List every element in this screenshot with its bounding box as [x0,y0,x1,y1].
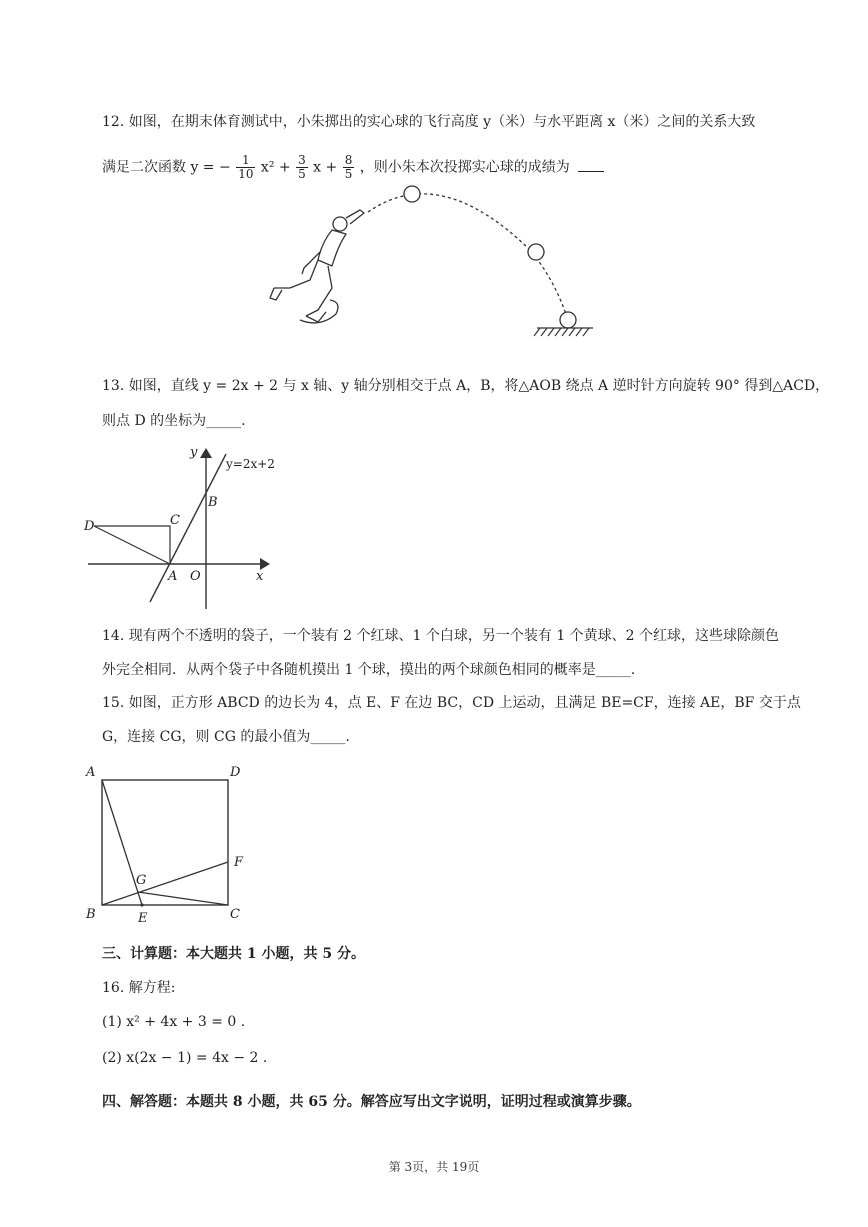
ground-hatch [534,328,593,336]
section-4-heading: 四、解答题：本题共 8 小题，共 65 分。解答应写出文字说明，证明过程或演算步骤。 [102,1094,641,1110]
q13-line1: 13. 如图，直线 y = 2x + 2 与 x 轴、y 轴分别相交于点 A，B，将△AOB 绕点 A 逆时针方向旋转 90° 得到△ACD， [102,378,830,394]
q12-line1: 12. 如图，在期末体育测试中，小朱掷出的实心球的飞行高度 y（米）与水平距离 x（米）之间的关系大致 [102,114,756,130]
q12-fraction-3 [343,154,355,181]
q12-frac1-den: 10 [238,167,254,181]
q12-frac1-num: 1 [236,154,255,168]
label-B: B [208,495,218,510]
q12-fraction-2 [296,154,308,181]
ball-middle [528,244,544,260]
label-O: O [190,569,201,584]
q15-line1: 15. 如图，正方形 ABCD 的边长为 4，点 E、F 在边 BC，CD 上运动，且满足 BE=CF，连接 AE，BF 交于点 [102,695,801,711]
q12-frac3-num: 8 [344,153,353,167]
line-y-2x-2 [150,454,226,602]
q12-answer-blank [578,159,604,172]
ball-ground [560,312,576,328]
q15-figure [80,760,260,930]
q16-item2: (2) x(2x − 1) = 4x − 2 . [102,1050,268,1066]
label-y: y [190,445,198,460]
label-C: C [230,907,240,922]
q12-term2: x + [313,159,338,176]
q12-line2-prefix: 满足二次函数 y = − [102,159,231,176]
q14-line1: 14. 现有两个不透明的袋子，一个装有 2 个红球、1 个白球，另一个装有 1 个黄球、2 个红球，这些球除颜色 [102,628,780,644]
q12-line2 [102,154,604,181]
q12-frac3-den: 5 [344,167,353,181]
label-D: D [230,765,241,780]
q16-title: 16. 解方程: [102,980,176,996]
segment-BF [102,862,228,905]
square-abcd [102,780,228,905]
label-D: D [84,519,95,534]
y-axis-arrow [200,448,212,458]
label-A: A [168,569,178,584]
label-A: A [86,765,96,780]
q16-item1: (1) x² + 4x + 3 = 0 . [102,1014,246,1030]
triangle-acd [94,526,170,564]
segment-CG [138,892,228,905]
q13-figure [80,444,290,614]
q12-term1: x² + [260,159,291,176]
page-footer: 第 3页，共 19页 [388,1160,480,1174]
q14-line2: 外完全相同．从两个袋子中各随机摸出 1 个球，摸出的两个球颜色相同的概率是_____. [102,662,636,678]
ball-top [404,186,420,202]
point-E-dot [140,903,143,906]
label-E: E [138,911,148,926]
label-G: G [136,873,147,888]
q12-frac2-den: 5 [298,167,306,181]
q15-line2: G，连接 CG，则 CG 的最小值为_____. [102,729,350,745]
thrower-figure [270,210,364,323]
q12-fraction-1 [236,154,255,181]
label-C: C [170,513,180,528]
label-line-eq: y=2x+2 [226,457,275,471]
section-3-heading: 三、计算题：本大题共 1 小题，共 5 分。 [102,946,365,962]
label-B: B [86,907,96,922]
label-F: F [234,855,244,870]
q12-figure [260,180,600,340]
q13-line2: 则点 D 的坐标为_____. [102,413,246,429]
q12-line2-suffix: ，则小朱本次投掷实心球的成绩为 [359,159,570,176]
label-x: x [256,569,264,584]
q12-frac2-num: 3 [298,153,306,167]
